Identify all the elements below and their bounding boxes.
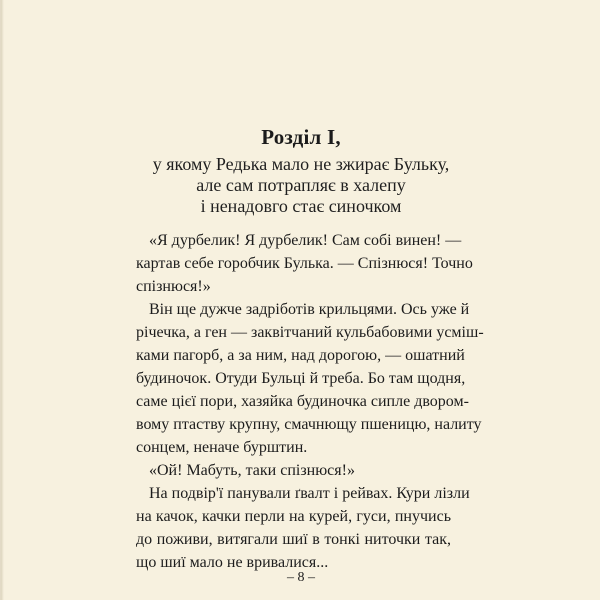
text-line: Він ще дужче задріботів крильцями. Ось уже й [149,301,470,318]
text-line: сонцем, неначе бурштин. [136,439,308,456]
text-line: «Ой! Мабуть, таки спізнюся!» [149,462,355,479]
text-line: що шиї мало не вривалися... [136,554,329,571]
page-number: – 8 – [287,570,315,585]
text-line: «Я дурбелик! Я дурбелик! Сам собі винен! — [149,232,462,249]
text-line: На подвір'ї панували ґвалт і рейвах. Кури лізли [149,485,470,502]
subtitle-line: і ненадовго стає синочком [200,196,402,216]
subtitle-line: але сам потрапляє в халепу [196,175,406,195]
text-line: саме цієї пори, хазяйка будиночка сипле двором- [136,393,469,410]
text-line: до поживи, витягали шиї в тонкі ниточки так, [136,531,451,548]
page-edge-shadow [1,0,4,600]
body-text [136,229,484,574]
text-line: спізнюся!» [136,278,211,295]
text-line: ками пагорб, а за ним, над дорогою, — ошатний [136,347,465,364]
chapter-title: Розділ І, [261,125,341,149]
chapter-subtitle [1,154,600,217]
text-line: вому птаству крупну, смачнющу пшеницю, налиту [136,416,482,433]
text-line: річечка, а ген — заквітчаний кульбабовими усміш- [136,324,484,341]
text-line: будиночок. Отуди Бульці й треба. Бо там щодня, [136,370,466,387]
text-line: на качок, качки перли на курей, гуси, пнучись [136,508,451,525]
subtitle-line: у якому Редька мало не зжирає Бульку, [152,154,450,174]
text-line: картав себе горобчик Булька. — Спізнюся! Точно [136,255,473,272]
